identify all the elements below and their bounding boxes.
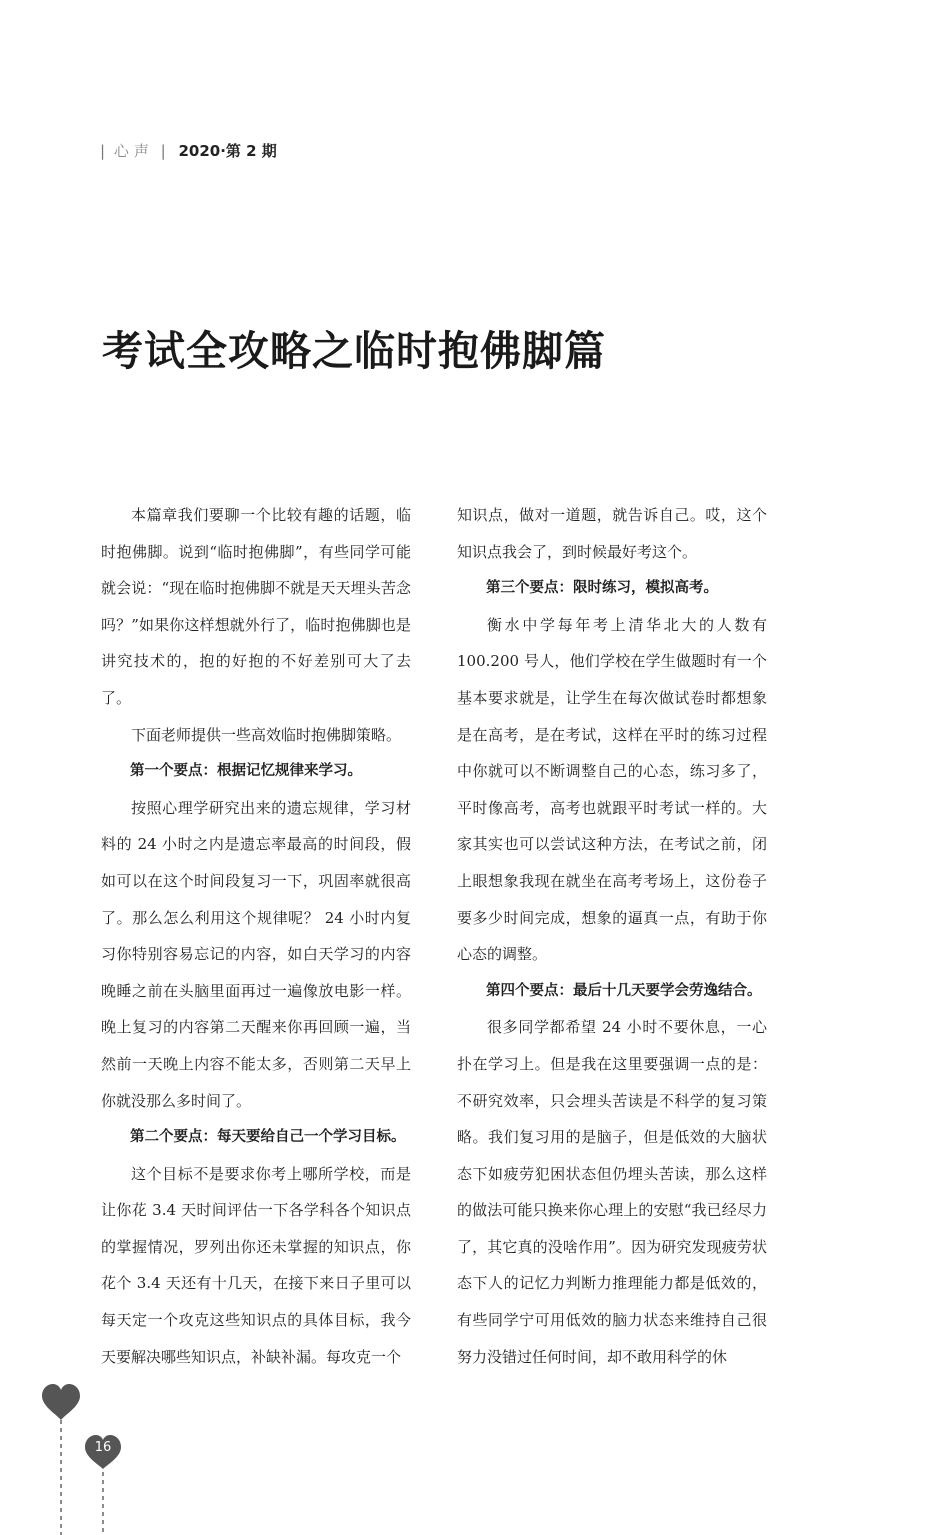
paragraph: 衡水中学每年考上清华北大的人数有 100.200 号人，他们学校在学生做题时有一个基本要求就是，让学生在每次做试卷时都想象是在高考，是在考试，这样在平时的练习过程中你就可以不断调整自己的心态，练习多了，平时像高考，高考也就跟平时考试一样的。大家其实也可以尝试这种方法，在考试之前，闭上眼想象我现在就坐在高考考场上，这份卷子要多少时间完成，想象的逼真一点，有助于你心态的调整。 [457, 615, 767, 964]
section-heading: 第三个要点：限时练习，模拟高考。 [486, 580, 718, 597]
section-heading: 第四个要点：最后十几天要学会劳逸结合。 [486, 982, 762, 999]
right-column [457, 497, 767, 1375]
heart-decoration [0, 1380, 140, 1535]
paragraph: 这个目标不是要求你考上哪所学校，而是让你花 3.4 天时间评估一下各学科各个知识点的掌握情况，罗列出你还未掌握的知识点，你花个 3.4 天还有十几天，在接下来日子里可以每天定一个攻克这些知识点的具体目标，我今天要解决哪些知识点，补缺补漏。每攻克一个 [101, 1164, 411, 1366]
section-heading: 第一个要点：根据记忆规律来学习。 [130, 763, 362, 780]
header-divider: | [100, 142, 106, 160]
header-section: 心声 [113, 142, 154, 160]
header-issue: 2020·第 2 期 [178, 142, 277, 160]
section-heading: 第二个要点：每天要给自己一个学习目标。 [130, 1129, 406, 1146]
article-title: 考试全攻略之临时抱佛脚篇 [102, 327, 606, 375]
paragraph: 很多同学都希望 24 小时不要休息，一心扑在学习上。但是我在这里要强调一点的是：不研究效率，只会埋头苦读是不科学的复习策略。我们复习用的是脑子，但是低效的大脑状态下如疲劳犯困状态但仍埋头苦读，那么这样的做法可能只换来你心理上的安慰“我已经尽力了，其它真的没啥作用”。因为研究发现疲劳状态下人的记忆力判断力推理能力都是低效的，有些同学宁可用低效的脑力状态来维持自己很努力没错过任何时间，却不敢用科学的休 [457, 1018, 767, 1366]
paragraph: 下面老师提供一些高效临时抱佛脚策略。 [131, 725, 402, 744]
heart-icon [42, 1384, 80, 1420]
page-number: 16 [94, 1440, 112, 1455]
left-column [101, 497, 411, 1375]
paragraph: 本篇章我们要聊一个比较有趣的话题，临时抱佛脚。说到“临时抱佛脚”，有些同学可能就会说：“现在临时抱佛脚不就是天天埋头苦念吗？”如果你这样想就外行了，临时抱佛脚也是讲究技术的，抱的好抱的不好差别可大了去了。 [101, 506, 411, 707]
header-divider: | [160, 142, 166, 160]
paragraph: 按照心理学研究出来的遗忘规律，学习材料的 24 小时之内是遗忘率最高的时间段，假如可以在这个时间段复习一下，巩固率就很高了。那么怎么利用这个规律呢？ 24 小时内复习你特别容易忘记的内容，如白天学习的内容晚睡之前在头脑里面再过一遍像放电影一样。晚上复习的内容第二天醒来你再回顾一遍，当然前一天晚上内容不能太多，否则第二天早上你就没那么多时间了。 [101, 798, 411, 1110]
running-header [100, 140, 277, 161]
paragraph-continuation: 知识点，做对一道题，就告诉自己。哎，这个知识点我会了，到时候最好考这个。 [457, 506, 767, 561]
